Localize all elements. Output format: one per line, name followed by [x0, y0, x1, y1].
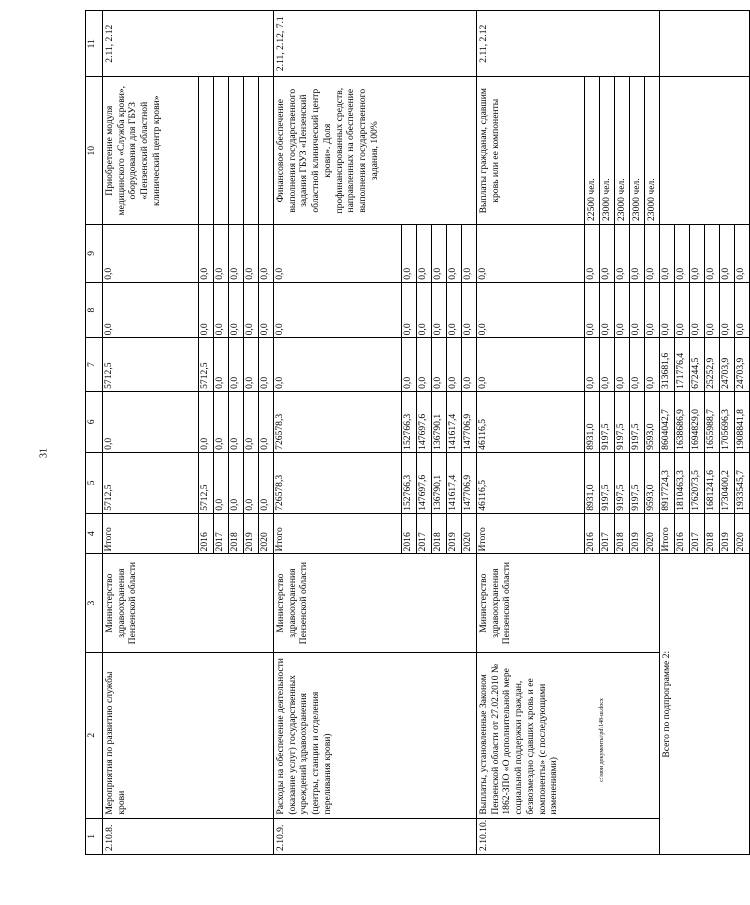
amount-cell: 1638686,9 — [675, 391, 690, 452]
column-number: 2 — [86, 652, 103, 818]
amount-cell: 0,0 — [585, 282, 600, 338]
amount-cell: 0,0 — [660, 225, 675, 283]
indicator-text: 23000 чел. — [630, 77, 645, 225]
executor: Министерство здравоохранения Пензенской области — [274, 554, 477, 652]
column-number: 8 — [86, 282, 103, 338]
indicator-text — [229, 77, 244, 225]
amount-cell: 24703,9 — [720, 338, 735, 391]
amount-cell: 0,0 — [645, 338, 660, 391]
amount-cell: 1933545,7 — [735, 452, 750, 513]
amount-cell: 8931,0 — [585, 391, 600, 452]
column-number: 5 — [86, 452, 103, 513]
amount-cell: 0,0 — [214, 452, 229, 513]
amount-cell: 0,0 — [447, 338, 462, 391]
year-cell: 2018 — [229, 513, 244, 554]
table-row — [274, 11, 402, 855]
year-cell: 2017 — [214, 513, 229, 554]
amount-cell: 0,0 — [229, 225, 244, 283]
amount-cell: 1681241,6 — [705, 452, 720, 513]
amount-cell: 0,0 — [274, 338, 402, 391]
amount-cell: 0,0 — [477, 282, 585, 338]
amount-cell: 0,0 — [447, 225, 462, 283]
amount-cell: 0,0 — [690, 225, 705, 283]
amount-cell: 0,0 — [645, 225, 660, 283]
program-table — [85, 10, 750, 855]
points-ref: 2.11, 2.12, 7.1 — [274, 11, 477, 77]
amount-cell: 5712,5 — [103, 452, 199, 513]
column-number: 7 — [86, 338, 103, 391]
amount-cell: 25252,9 — [705, 338, 720, 391]
amount-cell: 147697,6 — [417, 452, 432, 513]
event-name: Выплаты, установленные Законом Пензенской области от 27.02.2010 № 1862-ЗПО «О дополнительной мере социальной поддержки граждан, безвозмездно сдавших кровь и ее компоненты» (с последующими изменениями) — [477, 652, 660, 818]
amount-cell: 0,0 — [615, 282, 630, 338]
indicator-text — [244, 77, 259, 225]
amount-cell: 0,0 — [690, 282, 705, 338]
amount-cell: 0,0 — [660, 282, 675, 338]
amount-cell: 1908841,8 — [735, 391, 750, 452]
table-row — [477, 11, 585, 855]
amount-cell: 9197,5 — [630, 452, 645, 513]
indicator-text: Приобретение модуля медицинского «Служба крови», оборудования для ГБУЗ «Пензенский областной клинический центр крови» — [103, 77, 199, 225]
amount-cell: 0,0 — [103, 391, 199, 452]
year-cell: 2018 — [432, 513, 447, 554]
amount-cell: 0,0 — [432, 282, 447, 338]
amount-cell: 0,0 — [417, 225, 432, 283]
amount-cell: 0,0 — [477, 225, 585, 283]
column-number: 1 — [86, 818, 103, 854]
year-cell: 2017 — [600, 513, 615, 554]
row-number: 2.10.9. — [274, 818, 477, 854]
indicator-text: 23000 чел. — [645, 77, 660, 225]
year-cell: Итого — [477, 513, 585, 554]
column-number: 11 — [86, 11, 103, 77]
amount-cell: 726578,3 — [274, 391, 402, 452]
empty-cell — [660, 11, 750, 77]
amount-cell: 0,0 — [720, 282, 735, 338]
amount-cell: 0,0 — [600, 282, 615, 338]
amount-cell: 0,0 — [199, 225, 214, 283]
executor: Министерство здравоохранения Пензенской области — [103, 554, 274, 652]
amount-cell: 0,0 — [229, 391, 244, 452]
amount-cell: 8931,0 — [585, 452, 600, 513]
amount-cell: 147706,9 — [462, 391, 477, 452]
amount-cell: 0,0 — [214, 225, 229, 283]
amount-cell: 0,0 — [274, 282, 402, 338]
rotated-page — [85, 10, 746, 855]
column-number: 6 — [86, 391, 103, 452]
header-row — [86, 11, 103, 855]
year-cell: Итого — [103, 513, 199, 554]
year-cell: 2019 — [720, 513, 735, 554]
amount-cell: 8604042,7 — [660, 391, 675, 452]
amount-cell: 0,0 — [259, 391, 274, 452]
amount-cell: 9197,5 — [630, 391, 645, 452]
year-cell: 2018 — [615, 513, 630, 554]
total-label: Всего по подпрограмме 2: — [660, 554, 750, 855]
amount-cell: 141617,4 — [447, 452, 462, 513]
amount-cell: 24703,9 — [735, 338, 750, 391]
indicator-text: 22500 чел. — [585, 77, 600, 225]
amount-cell: 0,0 — [432, 338, 447, 391]
amount-cell: 9593,0 — [645, 452, 660, 513]
amount-cell: 1694829,0 — [690, 391, 705, 452]
amount-cell: 726578,3 — [274, 452, 402, 513]
amount-cell: 0,0 — [630, 225, 645, 283]
amount-cell: 1810463,3 — [675, 452, 690, 513]
amount-cell: 0,0 — [630, 338, 645, 391]
year-cell: Итого — [274, 513, 402, 554]
amount-cell: 136790,1 — [432, 391, 447, 452]
amount-cell: 313681,6 — [660, 338, 675, 391]
year-cell: 2020 — [259, 513, 274, 554]
footer-file-path: c:\мои документы\pd\148-ш.docx — [599, 698, 605, 782]
amount-cell: 9197,5 — [600, 452, 615, 513]
points-ref: 2.11, 2.12 — [477, 11, 660, 77]
amount-cell: 0,0 — [229, 282, 244, 338]
year-cell: 2019 — [447, 513, 462, 554]
amount-cell: 0,0 — [214, 282, 229, 338]
indicator-text: 23000 чел. — [600, 77, 615, 225]
amount-cell: 0,0 — [229, 452, 244, 513]
year-cell: 2019 — [244, 513, 259, 554]
amount-cell: 0,0 — [402, 282, 417, 338]
amount-cell: 9197,5 — [615, 391, 630, 452]
amount-cell: 46116,5 — [477, 452, 585, 513]
amount-cell: 136790,1 — [432, 452, 447, 513]
amount-cell: 0,0 — [462, 225, 477, 283]
amount-cell: 0,0 — [103, 282, 199, 338]
amount-cell: 0,0 — [447, 282, 462, 338]
year-cell: Итого — [660, 513, 675, 554]
amount-cell: 0,0 — [199, 391, 214, 452]
indicator-text — [214, 77, 229, 225]
amount-cell: 0,0 — [417, 282, 432, 338]
year-cell: 2017 — [417, 513, 432, 554]
amount-cell: 0,0 — [705, 225, 720, 283]
amount-cell: 0,0 — [214, 391, 229, 452]
amount-cell: 0,0 — [244, 391, 259, 452]
year-cell: 2019 — [630, 513, 645, 554]
amount-cell: 0,0 — [259, 225, 274, 283]
amount-cell: 0,0 — [244, 282, 259, 338]
amount-cell: 1655988,7 — [705, 391, 720, 452]
amount-cell: 0,0 — [585, 338, 600, 391]
amount-cell: 5712,5 — [199, 452, 214, 513]
amount-cell: 0,0 — [259, 282, 274, 338]
amount-cell: 0,0 — [402, 225, 417, 283]
indicator-text: 23000 чел. — [615, 77, 630, 225]
indicator-text — [259, 77, 274, 225]
year-cell: 2016 — [402, 513, 417, 554]
indicator-text: Выплаты гражданам, сдавшим кровь или ее компоненты — [477, 77, 585, 225]
empty-cell — [660, 77, 750, 225]
amount-cell: 0,0 — [417, 338, 432, 391]
event-name: Мероприятия по развитию службы крови — [103, 652, 274, 818]
amount-cell: 5712,5 — [199, 338, 214, 391]
amount-cell: 0,0 — [103, 225, 199, 283]
amount-cell: 0,0 — [735, 282, 750, 338]
amount-cell: 0,0 — [244, 452, 259, 513]
amount-cell: 0,0 — [615, 225, 630, 283]
year-cell: 2016 — [675, 513, 690, 554]
amount-cell: 9593,0 — [645, 391, 660, 452]
amount-cell: 1730400,2 — [720, 452, 735, 513]
amount-cell: 46116,5 — [477, 391, 585, 452]
year-cell: 2016 — [585, 513, 600, 554]
amount-cell: 152766,3 — [402, 391, 417, 452]
indicator-text — [199, 77, 214, 225]
amount-cell: 9197,5 — [615, 452, 630, 513]
amount-cell: 0,0 — [675, 225, 690, 283]
amount-cell: 0,0 — [675, 282, 690, 338]
amount-cell: 0,0 — [600, 338, 615, 391]
amount-cell: 8917724,3 — [660, 452, 675, 513]
year-cell: 2020 — [645, 513, 660, 554]
amount-cell: 0,0 — [600, 225, 615, 283]
amount-cell: 0,0 — [244, 225, 259, 283]
year-cell: 2016 — [199, 513, 214, 554]
amount-cell: 0,0 — [199, 282, 214, 338]
year-cell: 2018 — [705, 513, 720, 554]
total-row — [660, 11, 675, 855]
amount-cell: 67244,5 — [690, 338, 705, 391]
amount-cell: 147697,6 — [417, 391, 432, 452]
row-number: 2.10.10. — [477, 818, 660, 854]
amount-cell: 0,0 — [585, 225, 600, 283]
points-ref: 2.11, 2.12 — [103, 11, 274, 77]
amount-cell: 0,0 — [720, 225, 735, 283]
column-number: 3 — [86, 554, 103, 652]
indicator-text: Финансовое обеспечение выполнения государственного задания ГБУЗ «Пензенский областной клинический центр крови». Доля профинансированных средств, направленных на обеспечение выполнения государственного задания, 100% — [274, 77, 477, 225]
amount-cell: 0,0 — [432, 225, 447, 283]
column-number: 10 — [86, 77, 103, 225]
amount-cell: 0,0 — [274, 225, 402, 283]
amount-cell: 0,0 — [259, 452, 274, 513]
amount-cell: 152766,3 — [402, 452, 417, 513]
row-number: 2.10.8. — [103, 818, 274, 854]
amount-cell: 0,0 — [462, 338, 477, 391]
amount-cell: 0,0 — [462, 282, 477, 338]
year-cell: 2017 — [690, 513, 705, 554]
amount-cell: 1762073,5 — [690, 452, 705, 513]
page-number: 31 — [38, 448, 50, 458]
amount-cell: 0,0 — [259, 338, 274, 391]
amount-cell: 1705696,3 — [720, 391, 735, 452]
amount-cell: 0,0 — [705, 282, 720, 338]
amount-cell: 0,0 — [402, 338, 417, 391]
amount-cell: 0,0 — [735, 225, 750, 283]
column-number: 4 — [86, 513, 103, 554]
amount-cell: 0,0 — [630, 282, 645, 338]
amount-cell: 5712,5 — [103, 338, 199, 391]
amount-cell: 0,0 — [229, 338, 244, 391]
amount-cell: 141617,4 — [447, 391, 462, 452]
amount-cell: 0,0 — [244, 338, 259, 391]
table-row — [103, 11, 199, 855]
amount-cell: 0,0 — [615, 338, 630, 391]
amount-cell: 0,0 — [214, 338, 229, 391]
amount-cell: 0,0 — [645, 282, 660, 338]
year-cell: 2020 — [462, 513, 477, 554]
event-name: Расходы на обеспечение деятельности (оказание услуг) государственных учреждений здравоохранения (центры, станции и отделения переливания крови) — [274, 652, 477, 818]
amount-cell: 171776,4 — [675, 338, 690, 391]
amount-cell: 0,0 — [477, 338, 585, 391]
column-number: 9 — [86, 225, 103, 283]
executor: Министерство здравоохранения Пензенской области — [477, 554, 660, 652]
amount-cell: 147706,9 — [462, 452, 477, 513]
amount-cell: 9197,5 — [600, 391, 615, 452]
year-cell: 2020 — [735, 513, 750, 554]
